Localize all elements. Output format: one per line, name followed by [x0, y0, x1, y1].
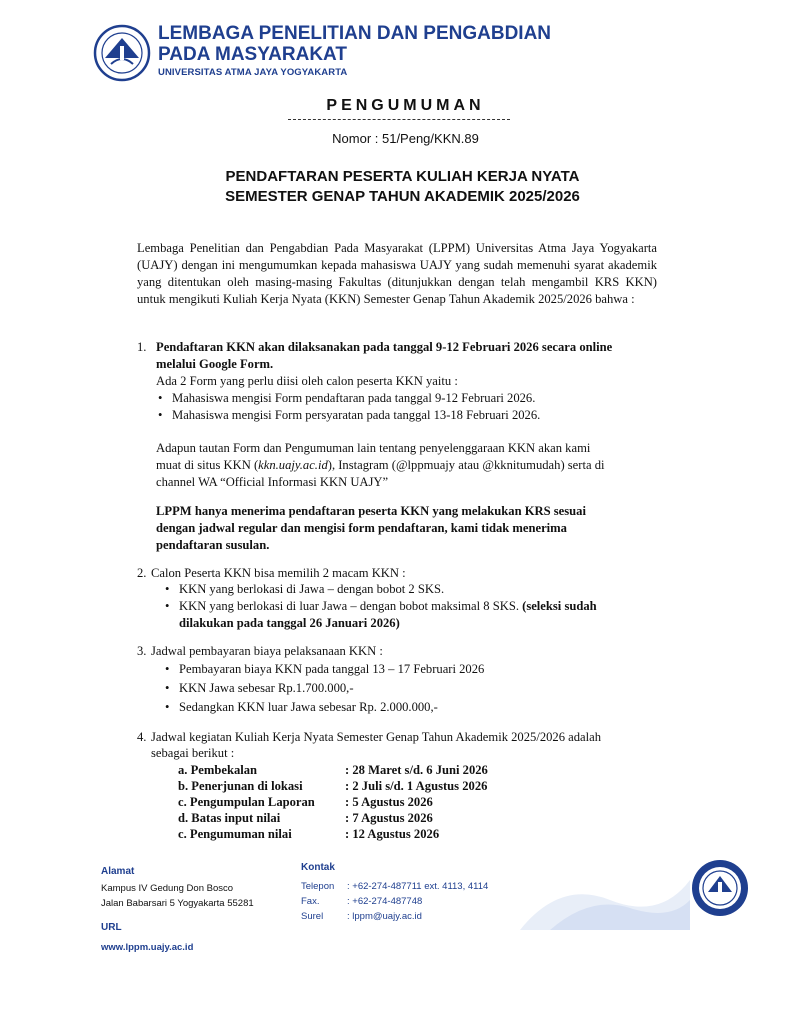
- schedule-value: : 7 Agustus 2026: [345, 811, 433, 825]
- schedule-label: c. Pengumpulan Laporan: [178, 795, 315, 809]
- schedule-row: [178, 810, 518, 826]
- contact-label: Fax.: [301, 896, 320, 907]
- schedule-table: [178, 762, 518, 842]
- section2-bullet2-line2: dilakukan pada tanggal 26 Januari 2026): [179, 616, 400, 630]
- section2-number: 2.: [137, 566, 147, 580]
- schedule-row: [178, 762, 518, 778]
- section3-lead: Jadwal pembayaran biaya pelaksanaan KKN :: [151, 644, 383, 658]
- page-title: PENGUMUMAN: [326, 97, 485, 114]
- schedule-label: d. Batas input nilai: [178, 811, 281, 825]
- section1-lead: Ada 2 Form yang perlu diisi oleh calon peserta KKN yaitu :: [156, 374, 458, 388]
- footer-alamat-label: Alamat: [101, 866, 135, 877]
- notice-line2: dengan jadwal regular dan mengisi form pendaftaran, kami tidak menerima: [156, 521, 567, 535]
- schedule-value: : 28 Maret s/d. 6 Juni 2026: [345, 763, 488, 777]
- section4-lead-line2: sebagai berikut :: [151, 746, 235, 760]
- links-text-a: muat di situs KKN (: [156, 458, 259, 472]
- notice-line1: LPPM hanya menerima pendaftaran peserta KKN yang melakukan KRS sesuai: [156, 504, 586, 518]
- contact-label: Surel: [301, 911, 324, 922]
- schedule-value: : 5 Agustus 2026: [345, 795, 433, 809]
- footer-url-link[interactable]: www.lppm.uajy.ac.id: [101, 942, 194, 953]
- contact-value: : +62-274-487748: [347, 896, 423, 907]
- intro-paragraph: Lembaga Penelitian dan Pengabdian Pada Masyarakat (LPPM) Universitas Atma Jaya Yogyakarta (UAJY) dengan ini mengumumkan kepada mahasiswa UAJY yang sudah memenuhi syarat akademik yang ditentukan oleh masing-masing Fakultas (ditunjukkan dengan telah mengambil KRS KKN) untuk mengikuti Kuliah Kerja Nyata (KKN) Semester Genap Tahun Akademik 2025/2026 bahwa :: [137, 241, 657, 306]
- list-item: [163, 598, 663, 615]
- university-name: UNIVERSITAS ATMA JAYA YOGYAKARTA: [158, 67, 348, 78]
- section1-list: [156, 390, 656, 424]
- section2-list: [163, 581, 663, 615]
- schedule-label: b. Penerjunan di lokasi: [178, 779, 303, 793]
- links-text-b: ), Instagram (@lppmuajy atau @kknitumudah) serta di: [327, 458, 605, 472]
- list-item: • KKN Jawa sebesar Rp.1.700.000,-: [163, 679, 663, 698]
- section3-number: 3.: [137, 644, 147, 658]
- section1-number: 1.: [137, 340, 147, 354]
- uajy-logo-icon: [93, 24, 151, 82]
- schedule-row: [178, 794, 518, 810]
- schedule-value: : 2 Juli s/d. 1 Agustus 2026: [345, 779, 488, 793]
- footer-wave-graphic: [520, 860, 690, 930]
- footer-url-label: URL: [101, 922, 122, 933]
- schedule-value: : 12 Agustus 2026: [345, 827, 440, 841]
- bullet2-bold: (seleksi sudah: [522, 599, 597, 613]
- contact-label: Telepon: [301, 881, 335, 892]
- list-item: • Mahasiswa mengisi Form persyaratan pada tanggal 13-18 Februari 2026.: [156, 407, 656, 424]
- section2-lead: Calon Peserta KKN bisa memilih 2 macam KKN :: [151, 566, 406, 580]
- org-name-line1: LEMBAGA PENELITIAN DAN PENGABDIAN: [158, 23, 552, 44]
- contact-value: : +62-274-487711 ext. 4113, 4114: [347, 881, 489, 892]
- title-divider: [288, 119, 510, 120]
- list-item: • Mahasiswa mengisi Form pendaftaran pada tanggal 9-12 Februari 2026.: [156, 390, 656, 407]
- bullet2-text: KKN yang berlokasi di luar Jawa – dengan bobot maksimal 8 SKS.: [179, 599, 523, 613]
- links-line2: [156, 457, 666, 474]
- schedule-row: [178, 778, 518, 794]
- footer-kontak-label: Kontak: [301, 862, 335, 873]
- notice-line3: pendaftaran susulan.: [156, 538, 270, 552]
- section4-number: 4.: [137, 730, 147, 744]
- section1-heading-line1: Pendaftaran KKN akan dilaksanakan pada tanggal 9-12 Februari 2026 secara online: [156, 340, 613, 354]
- links-line3: channel WA “Official Informasi KKN UAJY”: [156, 475, 389, 489]
- document-number: Nomor : 51/Peng/KKN.89: [332, 131, 479, 146]
- contact-value[interactable]: : lppm@uajy.ac.id: [347, 911, 422, 922]
- university-seal-icon: [690, 858, 750, 918]
- list-item: • KKN yang berlokasi di Jawa – dengan bobot 2 SKS.: [163, 581, 663, 598]
- list-item: • Pembayaran biaya KKN pada tanggal 13 – 17 Februari 2026: [163, 660, 663, 679]
- section4-lead-line1: Jadwal kegiatan Kuliah Kerja Nyata Semester Genap Tahun Akademik 2025/2026 adalah: [151, 730, 602, 744]
- kkn-site-link[interactable]: kkn.uajy.ac.id: [258, 458, 328, 472]
- subtitle-line2: SEMESTER GENAP TAHUN AKADEMIK 2025/2026: [225, 188, 580, 205]
- schedule-row: [178, 826, 518, 842]
- subtitle-line1: PENDAFTARAN PESERTA KULIAH KERJA NYATA: [225, 168, 580, 185]
- schedule-label: a. Pembekalan: [178, 763, 258, 777]
- links-line1: Adapun tautan Form dan Pengumuman lain tentang penyelenggaraan KKN akan kami: [156, 441, 591, 455]
- section1-heading-line2: melalui Google Form.: [156, 357, 274, 371]
- footer-address-line1: Kampus IV Gedung Don Bosco: [101, 883, 234, 894]
- schedule-label: c. Pengumuman nilai: [178, 827, 292, 841]
- org-name-line2: PADA MASYARAKAT: [158, 44, 347, 65]
- footer-address-line2: Jalan Babarsari 5 Yogyakarta 55281: [101, 898, 254, 909]
- list-item: • Sedangkan KKN luar Jawa sebesar Rp. 2.000.000,-: [163, 698, 663, 717]
- section3-list: [163, 660, 663, 717]
